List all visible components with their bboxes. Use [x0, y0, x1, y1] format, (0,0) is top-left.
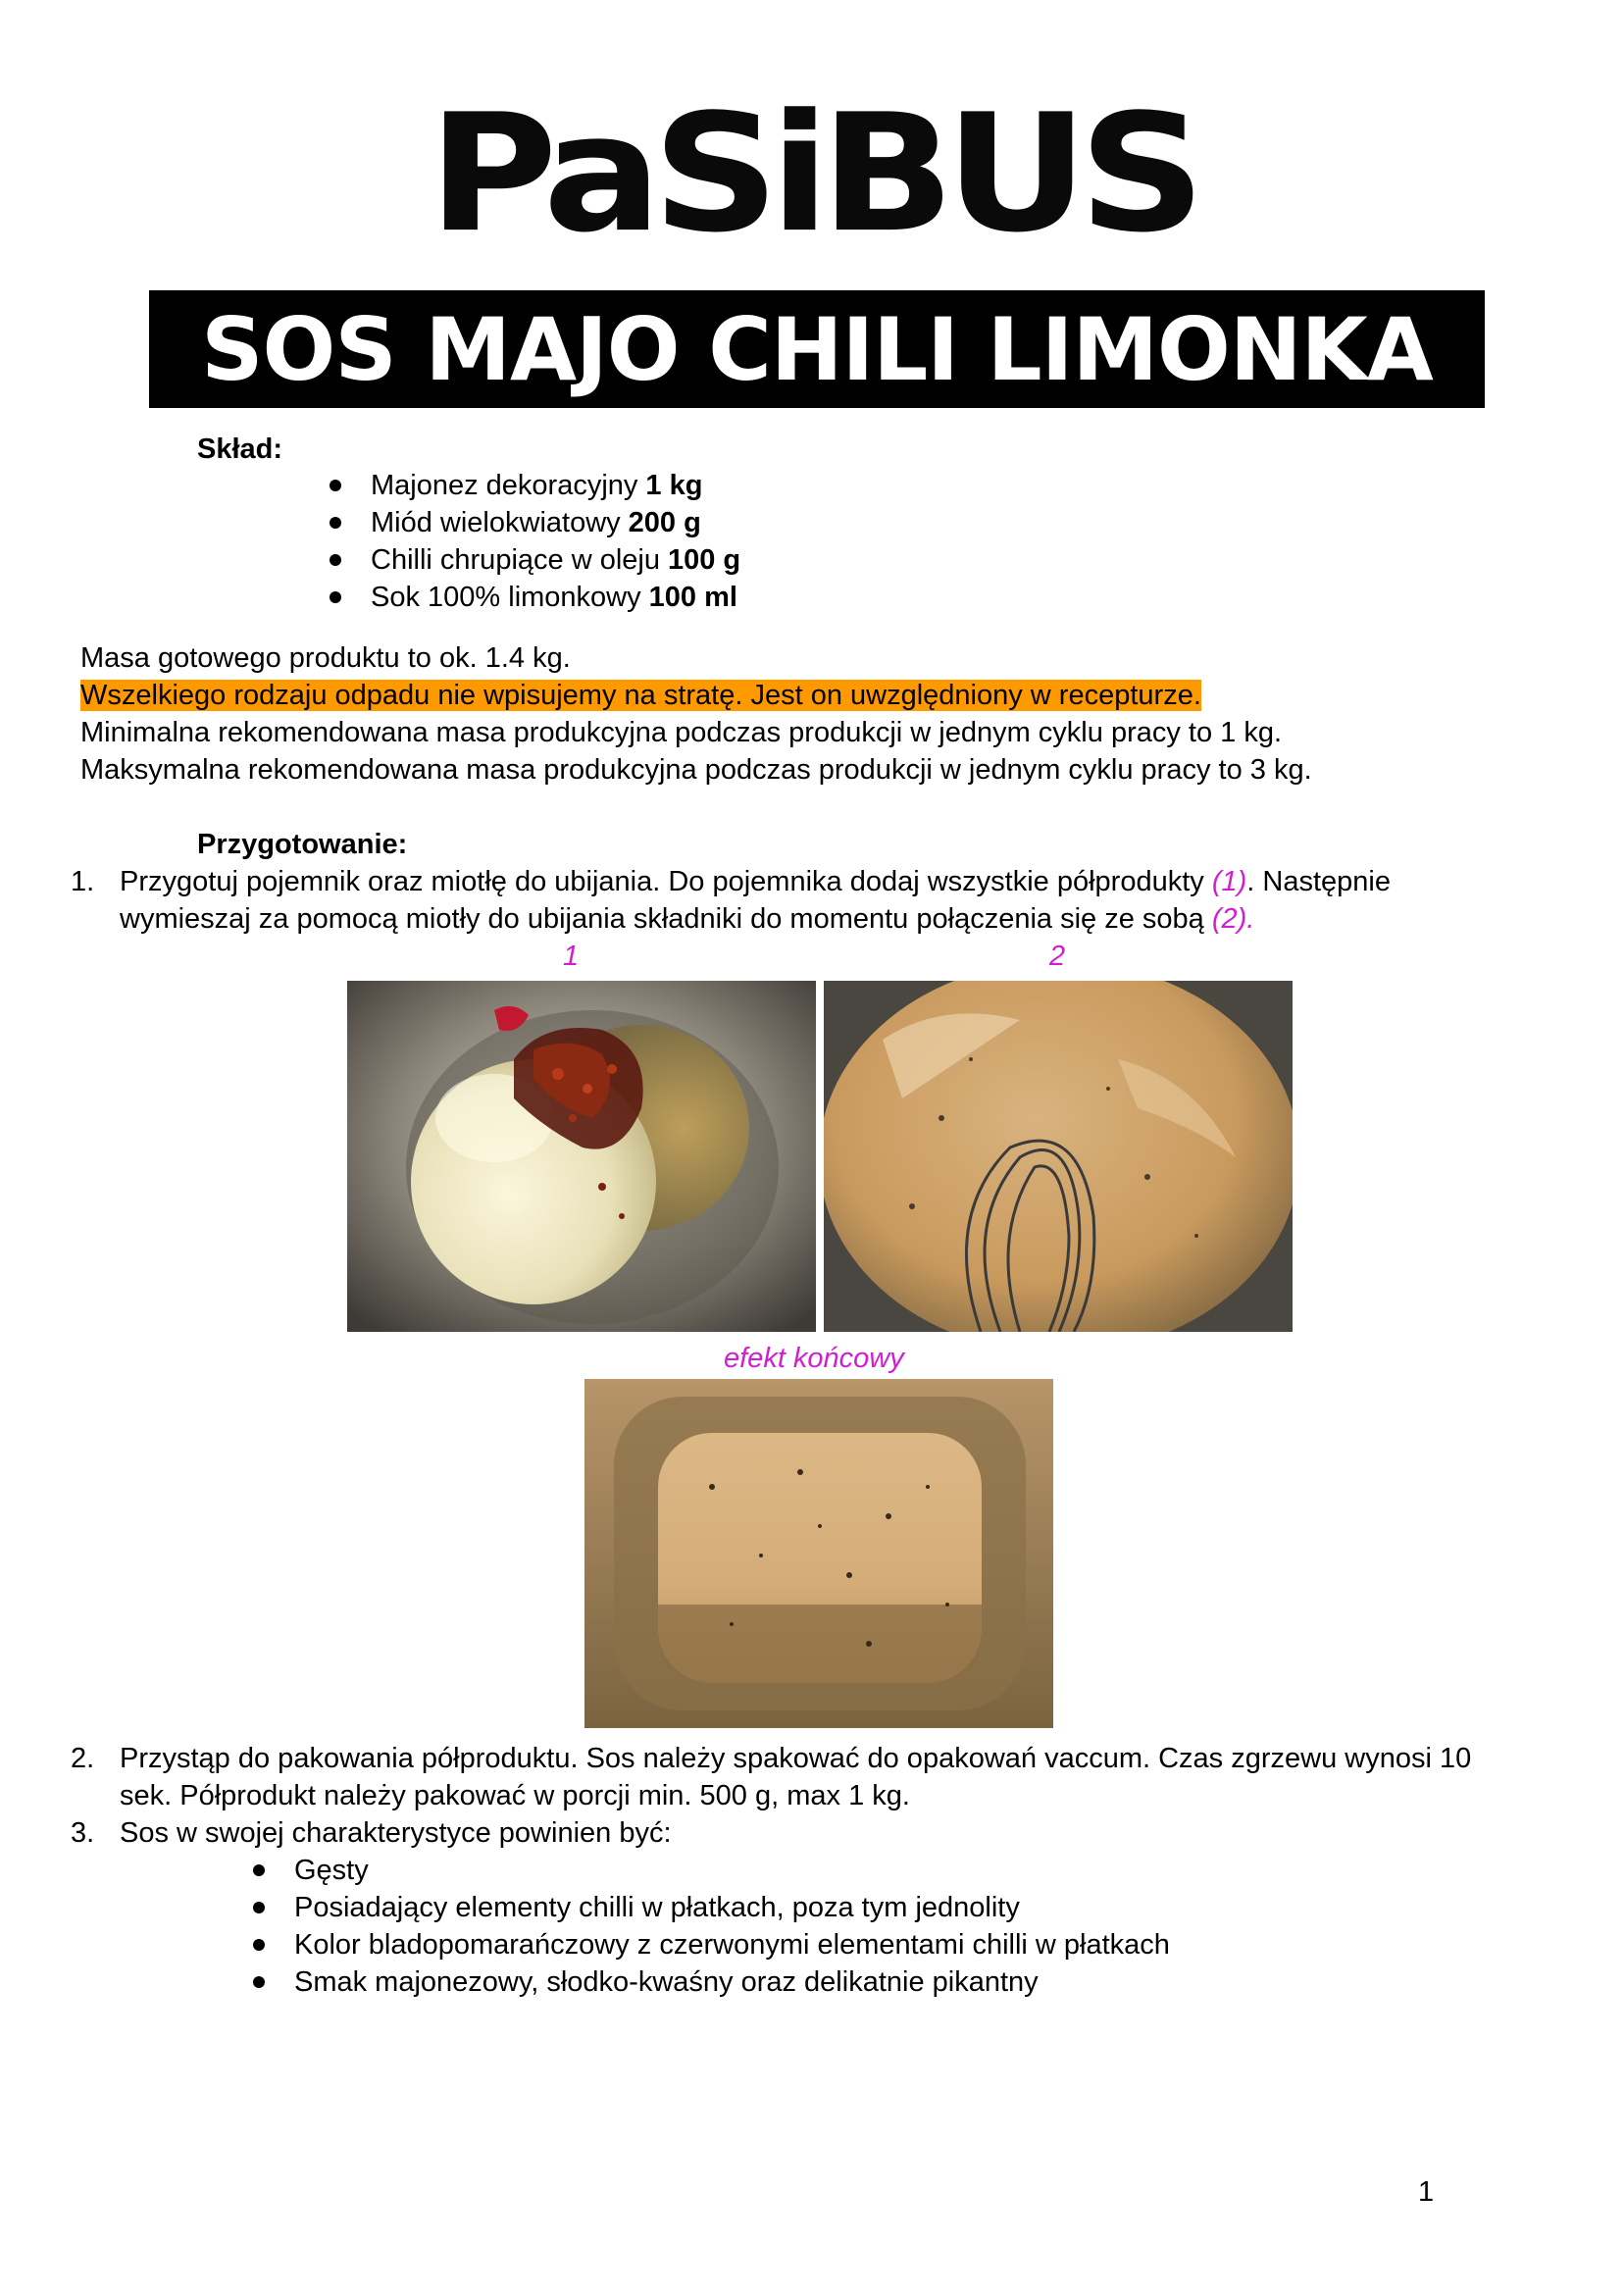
photo-label-1: 1 [563, 941, 580, 972]
step-number: 1. [71, 866, 95, 897]
photo-mixing-whisk [824, 981, 1293, 1332]
ingredient-item [330, 541, 740, 579]
step3-line1: Sos w swojej charakterystyce powinien być: [120, 1817, 672, 1849]
ingredient-name: Chilli chrupiące w oleju [371, 544, 660, 576]
bullet-icon [253, 1864, 265, 1876]
step-number: 3. [71, 1817, 95, 1849]
bullet-icon [330, 480, 341, 491]
photo-final-sauce [584, 1379, 1053, 1728]
step1-text: . Następnie [1246, 866, 1391, 897]
photo-ref-2: (2) [1211, 903, 1247, 935]
bullet-icon [330, 517, 341, 529]
characteristic-item [253, 1889, 1020, 1926]
mass-note: Masa gotowego produktu to ok. 1.4 kg. [80, 642, 571, 674]
step1-text: . [1246, 903, 1255, 935]
bullet-icon [330, 554, 341, 566]
step2-line1: Przystąp do pakowania półproduktu. Sos należy spakować do opakowań vaccum. Czas zgrzewu wynosi 10 [120, 1743, 1472, 1774]
characteristic-text: Gęsty [294, 1855, 369, 1886]
prep-heading: Przygotowanie: [197, 829, 408, 860]
ingredients-heading: Skład: [197, 433, 283, 465]
characteristic-text: Smak majonezowy, słodko-kwaśny oraz delikatnie pikantny [294, 1966, 1039, 1998]
step-number: 2. [71, 1743, 95, 1774]
photo-ref-1: (1) [1211, 866, 1247, 897]
bullet-icon [253, 1976, 265, 1988]
photo-label-2: 2 [1049, 941, 1066, 972]
ingredient-name: Majonez dekoracyjny [371, 470, 638, 501]
min-mass-note: Minimalna rekomendowana masa produkcyjna podczas produkcji w jednym cyklu pracy to 1 kg. [80, 717, 1283, 748]
step1-line1 [120, 863, 1391, 900]
ingredient-item [330, 504, 701, 541]
characteristic-text: Posiadający elementy chilli w płatkach, poza tym jednolity [294, 1892, 1020, 1923]
characteristic-item [253, 1852, 369, 1889]
brand-logo: PaSiBUS [428, 79, 1196, 269]
ingredient-name: Miód wielokwiatowy [371, 507, 621, 538]
bullet-icon [330, 591, 341, 603]
photo-ingredients-bowl [347, 981, 816, 1332]
characteristic-item [253, 1963, 1039, 2001]
photo-label-final: efekt końcowy [724, 1343, 904, 1374]
ingredient-item [330, 579, 737, 616]
step1-text: wymieszaj za pomocą miotły do ubijania składniki do momentu połączenia się ze sobą [120, 903, 1212, 935]
bullet-icon [253, 1939, 265, 1951]
characteristic-item [253, 1926, 1170, 1963]
recipe-title-bar [149, 290, 1485, 408]
ingredient-qty: 1 kg [645, 470, 703, 501]
ingredient-qty: 100 ml [648, 582, 737, 613]
bullet-icon [253, 1902, 265, 1913]
waste-note [80, 677, 1201, 714]
max-mass-note: Maksymalna rekomendowana masa produkcyjna podczas produkcji w jednym cyklu pracy to 3 kg. [80, 754, 1312, 786]
step1-line2 [120, 900, 1254, 938]
waste-note-highlight: Wszelkiego rodzaju odpadu nie wpisujemy na stratę. Jest on uwzględniony w recepturze. [80, 680, 1201, 711]
step2-line2: sek. Półprodukt należy pakować w porcji min. 500 g, max 1 kg. [120, 1780, 910, 1811]
characteristic-text: Kolor bladopomarańczowy z czerwonymi elementami chilli w płatkach [294, 1929, 1170, 1961]
step1-text: Przygotuj pojemnik oraz miotłę do ubijania. Do pojemnika dodaj wszystkie półprodukty [120, 866, 1212, 897]
ingredient-item [330, 467, 702, 504]
recipe-title: SOS MAJO CHILI LIMONKA [201, 298, 1433, 400]
ingredient-qty: 200 g [628, 507, 701, 538]
ingredient-name: Sok 100% limonkowy [371, 582, 641, 613]
ingredient-qty: 100 g [667, 544, 741, 576]
page-number: 1 [1418, 2176, 1435, 2208]
